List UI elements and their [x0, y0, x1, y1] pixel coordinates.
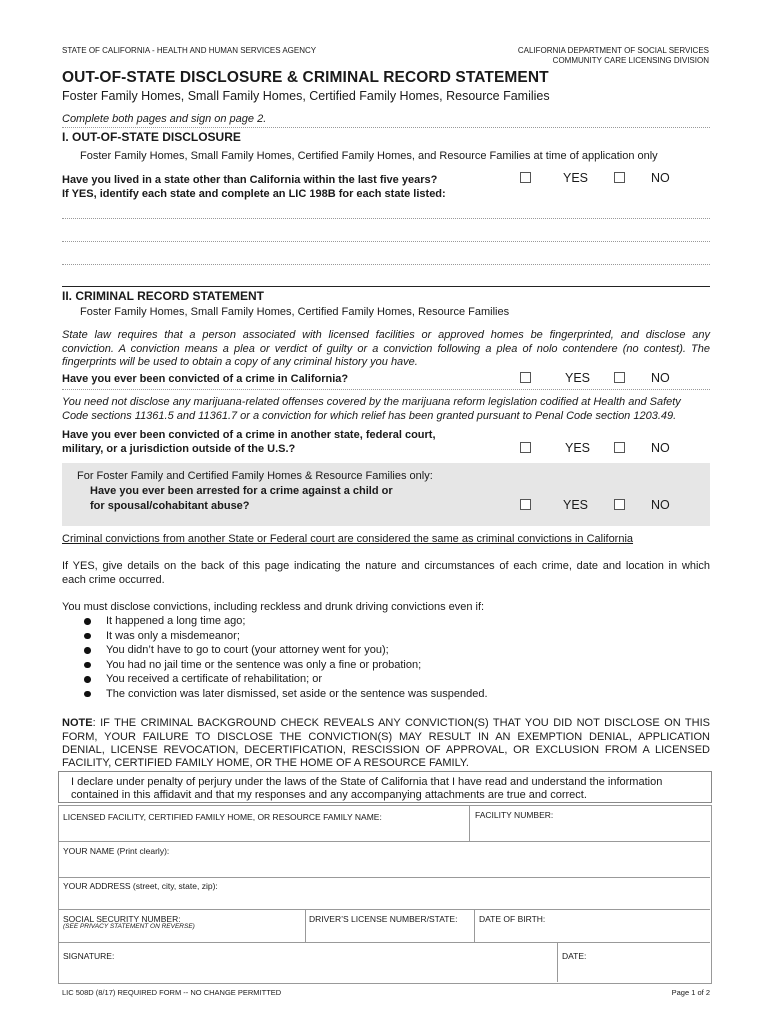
child-abuse-yes-checkbox[interactable] [520, 499, 531, 510]
no-label: NO [651, 498, 670, 512]
signature-fields-box [58, 805, 712, 984]
note-line-2: FORM, YOUR FAILURE TO DISCLOSE THE CONVICTION(S) MAY RESULT IN AN EXEMPTION DENIAL, APPLICATION [62, 731, 710, 743]
bullet-icon [84, 691, 91, 698]
divider [59, 877, 710, 878]
out-of-state-instruction: If YES, identify each state and complete an LIC 198B for each state listed: [62, 188, 446, 200]
instructions: Complete both pages and sign on page 2. [62, 113, 267, 125]
your-name-field[interactable]: YOUR NAME (Print clearly): [63, 846, 170, 856]
department-name: CALIFORNIA DEPARTMENT OF SOCIAL SERVICES [517, 46, 709, 55]
list-item [84, 643, 488, 658]
yes-label: YES [563, 171, 589, 185]
divider [305, 909, 306, 942]
section-1-heading: I. OUT-OF-STATE DISCLOSURE [62, 130, 241, 144]
bullet-icon [84, 647, 91, 654]
divider [62, 389, 710, 390]
division-name: COMMUNITY CARE LICENSING DIVISION [552, 56, 709, 65]
yes-label: YES [565, 441, 591, 455]
marijuana-note-line-1: You need not disclose any marijuana-related offenses covered by the marijuana reform legislation codified at Health and Safety [62, 396, 681, 408]
list-item-text: It happened a long time ago; [106, 615, 246, 627]
form-subtitle: Foster Family Homes, Small Family Homes, Certified Family Homes, Resource Families [62, 89, 550, 103]
must-disclose-intro: You must disclose convictions, including reckless and drunk driving convictions even if: [62, 601, 485, 613]
bullet-icon [84, 633, 91, 640]
declaration-line-2: contained in this affidavit and that my responses and any accompanying attachments are true and correct. [71, 789, 587, 801]
states-entry-line-1[interactable] [62, 218, 710, 219]
note-line-1 [62, 716, 710, 730]
facility-name-field[interactable]: LICENSED FACILITY, CERTIFIED FAMILY HOME, OR RESOURCE FAMILY NAME: [63, 812, 382, 822]
signature-field[interactable]: SIGNATURE: [63, 951, 115, 961]
divider [474, 909, 475, 942]
law-text-line-3: fingerprints will be used to obtain a copy of any criminal history you have. [62, 356, 418, 368]
list-item [84, 629, 488, 644]
list-item-text: It was only a misdemeanor; [106, 629, 240, 642]
address-field[interactable]: YOUR ADDRESS (street, city, state, zip): [63, 881, 218, 891]
divider [62, 127, 710, 128]
page-number: Page 1 of 2 [671, 988, 710, 997]
divider [469, 805, 470, 841]
bullet-icon [84, 618, 91, 625]
marijuana-note-line-2: Code sections 11361.5 and 11361.7 or a conviction for which relief has been granted pursuant to Penal Code section 1203.49. [62, 410, 677, 422]
california-conviction-question: Have you ever been convicted of a crime in California? [62, 373, 349, 385]
out-of-state-no-checkbox[interactable] [614, 172, 625, 183]
disclosure-list [84, 614, 488, 701]
list-item-text: You didn’t have to go to court (your attorney went for you); [106, 644, 389, 656]
no-label: NO [651, 371, 670, 385]
other-jurisdiction-question-line-2: military, or a jurisdiction outside of the U.S.? [62, 443, 296, 455]
bullet-icon [84, 662, 91, 669]
divider [59, 909, 710, 910]
other-jurisdiction-yes-checkbox[interactable] [520, 442, 531, 453]
yes-label: YES [565, 371, 591, 385]
divider [59, 841, 710, 842]
child-abuse-question-line-2: for spousal/cohabitant abuse? [90, 500, 250, 512]
other-jurisdiction-no-checkbox[interactable] [614, 442, 625, 453]
out-of-state-question: Have you lived in a state other than California within the last five years? [62, 174, 438, 186]
other-jurisdiction-question-line-1: Have you ever been convicted of a crime in another state, federal court, [62, 429, 436, 441]
ssn-privacy-note: (SEE PRIVACY STATEMENT ON REVERSE) [63, 923, 195, 930]
section-2-applies: Foster Family Homes, Small Family Homes, Certified Family Homes, Resource Families [80, 306, 510, 318]
no-label: NO [651, 441, 670, 455]
out-of-state-yes-checkbox[interactable] [520, 172, 531, 183]
list-item-text: You had no jail time or the sentence was only a fine or probation; [106, 658, 422, 671]
list-item [84, 614, 488, 629]
section-rule [62, 286, 710, 287]
declaration-line-1: I declare under penalty of perjury under the laws of the State of California that I have read and understand the information [71, 776, 663, 788]
divider [59, 942, 710, 943]
california-no-checkbox[interactable] [614, 372, 625, 383]
date-of-birth-field[interactable]: DATE OF BIRTH: [479, 914, 546, 924]
list-item-text: You received a certificate of rehabilitation; or [106, 673, 323, 685]
facility-number-field[interactable]: FACILITY NUMBER: [475, 810, 554, 820]
ssn-field[interactable]: SOCIAL SECURITY NUMBER: [63, 914, 181, 924]
list-item [84, 672, 488, 687]
date-field[interactable]: DATE: [562, 951, 587, 961]
note-label: NOTE [62, 717, 93, 729]
bullet-icon [84, 676, 91, 683]
form-title: OUT-OF-STATE DISCLOSURE & CRIMINAL RECORD STATEMENT [62, 69, 549, 86]
law-text-line-2: conviction. A conviction means a plea or verdict of guilty or a conviction following a plea of nolo contendere (no contest). The [62, 343, 710, 355]
yes-label: YES [563, 498, 589, 512]
child-abuse-no-checkbox[interactable] [614, 499, 625, 510]
list-item [84, 687, 488, 702]
shaded-box-intro: For Foster Family and Certified Family Homes & Resource Families only: [77, 470, 433, 482]
section-2-heading: II. CRIMINAL RECORD STATEMENT [62, 289, 264, 303]
details-instruction-line-1: If YES, give details on the back of this page indicating the nature and circumstances of each crime, date and location in which [62, 560, 710, 572]
note-line-3: DENIAL, LICENSE REVOCATION, DECERTIFICATION, RESCISSION OF APPROVAL, OR EXCLUSION FROM A LICENSED [62, 744, 710, 756]
list-item [84, 658, 488, 673]
law-text-line-1: State law requires that a person associated with licensed facilities or approved homes be fingerprinted, and disclose any [62, 329, 710, 341]
child-abuse-question-line-1: Have you ever been arrested for a crime against a child or [90, 485, 393, 497]
note-line-4: FACILITY, CERTIFIED FAMILY HOME, OR THE HOME OF A RESOURCE FAMILY. [62, 757, 469, 769]
agency-name: STATE OF CALIFORNIA - HEALTH AND HUMAN SERVICES AGENCY [62, 46, 317, 55]
states-entry-line-3[interactable] [62, 264, 710, 265]
federal-conviction-note: Criminal convictions from another State or Federal court are considered the same as criminal convictions in California [62, 533, 634, 545]
states-entry-line-2[interactable] [62, 241, 710, 242]
section-1-applies: Foster Family Homes, Small Family Homes, Certified Family Homes, and Resource Families at time of application only [80, 150, 658, 162]
note-text: : IF THE CRIMINAL BACKGROUND CHECK REVEALS ANY CONVICTION(S) THAT YOU DID NOT DISCLOSE ON THIS [92, 717, 710, 729]
divider [557, 942, 558, 982]
california-yes-checkbox[interactable] [520, 372, 531, 383]
details-instruction-line-2: each crime occurred. [62, 574, 165, 586]
list-item-text: The conviction was later dismissed, set aside or the sentence was suspended. [106, 687, 488, 700]
drivers-license-field[interactable]: DRIVER’S LICENSE NUMBER/STATE: [309, 914, 458, 924]
form-id: LIC 508D (8/17) REQUIRED FORM -- NO CHANGE PERMITTED [62, 988, 282, 997]
no-label: NO [651, 171, 670, 185]
